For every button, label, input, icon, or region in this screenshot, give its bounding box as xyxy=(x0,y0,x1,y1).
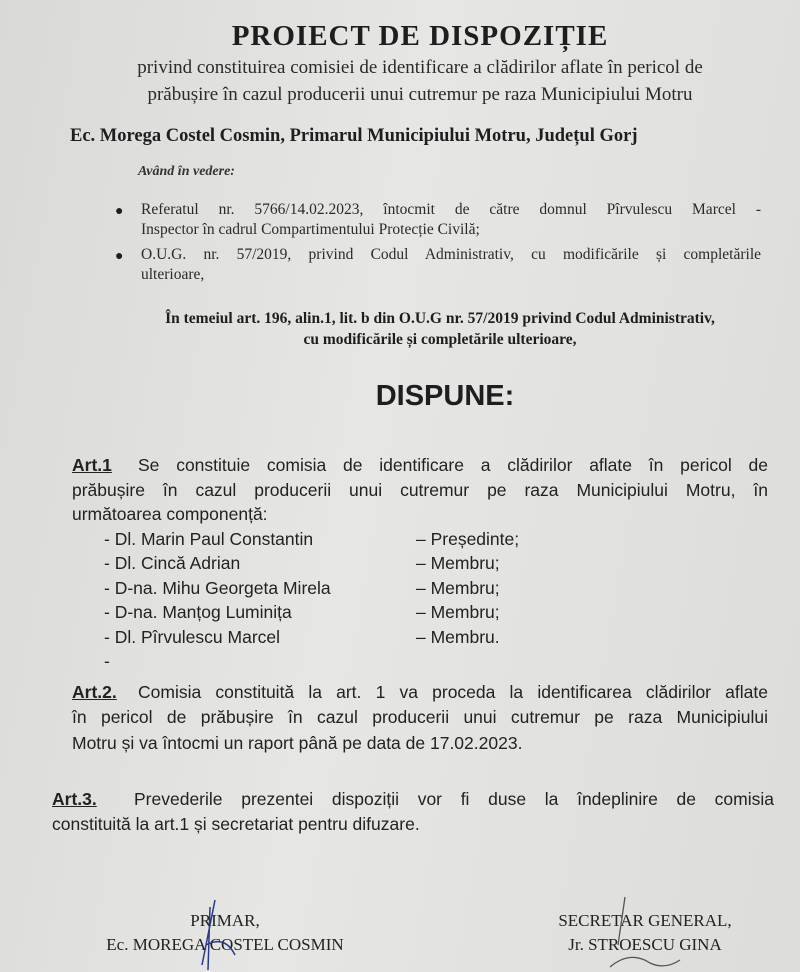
article-line: în pericol de prăbușire în cazul producerii unui cutremur pe raza Municipiului xyxy=(72,707,768,727)
member-row: - Dl. Cincă Adrian xyxy=(104,553,241,573)
article-line: Comisia constituită la art. 1 va proceda la identificarea clădirilor aflate xyxy=(138,682,768,702)
consideration-line: Inspector în cadrul Compartimentului Protecție Civilă; xyxy=(141,221,480,238)
bullet-icon: ● xyxy=(115,249,124,264)
member-role: – Membru; xyxy=(416,602,500,622)
member-role: – Membru. xyxy=(416,627,500,647)
article-line: Motru și va întocmi un raport până pe data de 17.02.2023. xyxy=(72,733,523,753)
member-row: - D-na. Mihu Georgeta Mirela xyxy=(104,578,331,598)
article-line: prăbușire în cazul producerii unui cutremur pe raza Municipiului Motru, în xyxy=(72,480,768,500)
considerations-heading: Având în vedere: xyxy=(138,164,235,179)
legal-basis-line: În temeiul art. 196, alin.1, lit. b din O.U.G nr. 57/2019 privind Codul Administrativ, xyxy=(165,310,715,327)
member-row: - D-na. Manțog Luminița xyxy=(104,602,292,622)
dispune-heading: DISPUNE: xyxy=(375,380,515,412)
empty-dash: - xyxy=(104,651,110,671)
secretary-signature-scribble xyxy=(600,895,690,972)
member-role: – Președinte; xyxy=(416,529,520,549)
mayor-name: Ec. MOREGA COSTEL COSMIN xyxy=(106,935,344,954)
issuer-line: Ec. Morega Costel Cosmin, Primarul Municipiului Motru, Județul Gorj xyxy=(70,126,638,146)
article-label: Art.2. xyxy=(72,682,117,702)
mayor-signature-scribble xyxy=(180,895,250,972)
consideration-line: Referatul nr. 5766/14.02.2023, întocmit de către domnul Pîrvulescu Marcel - xyxy=(141,201,761,218)
consideration-line: O.U.G. nr. 57/2019, privind Codul Administrativ, cu modificările și completările xyxy=(141,246,761,263)
article-line: următoarea componență: xyxy=(72,504,268,524)
subtitle-line: prăbușire în cazul producerii unui cutremur pe raza Municipiului Motru xyxy=(147,84,693,105)
member-row: - Dl. Pîrvulescu Marcel xyxy=(104,627,281,647)
member-name: Dl. Marin Paul Constantin xyxy=(114,529,314,549)
member-role: – Membru; xyxy=(416,553,500,573)
article-label: Art.3. xyxy=(52,789,97,809)
consideration-line: ulterioare, xyxy=(141,266,205,283)
bullet-icon: ● xyxy=(115,204,124,219)
article-line: Se constituie comisia de identificare a clădirilor aflate în pericol de xyxy=(138,455,768,475)
article-line: constituită la art.1 și secretariat pentru difuzare. xyxy=(52,814,420,834)
legal-basis-line: cu modificările și completările ulterioare, xyxy=(303,331,577,348)
member-name: Dl. Cincă Adrian xyxy=(114,553,241,573)
document-title: PROIECT DE DISPOZIȚIE xyxy=(231,20,609,52)
member-row: - Dl. Marin Paul Constantin xyxy=(104,529,314,549)
member-name: Dl. Pîrvulescu Marcel xyxy=(114,627,281,647)
subtitle-line: privind constituirea comisiei de identificare a clădirilor aflate în pericol de xyxy=(137,57,703,78)
mayor-title: PRIMAR, xyxy=(190,911,260,930)
secretary-title: SECRETAR GENERAL, xyxy=(558,911,732,930)
article-line: Prevederile prezentei dispoziții vor fi duse la îndeplinire de comisia xyxy=(134,789,774,809)
member-name: D-na. Manțog Luminița xyxy=(114,602,292,622)
article-label: Art.1 xyxy=(72,455,112,475)
member-name: D-na. Mihu Georgeta Mirela xyxy=(114,578,331,598)
secretary-name: Jr. STROESCU GINA xyxy=(568,935,722,954)
member-role: – Membru; xyxy=(416,578,500,598)
